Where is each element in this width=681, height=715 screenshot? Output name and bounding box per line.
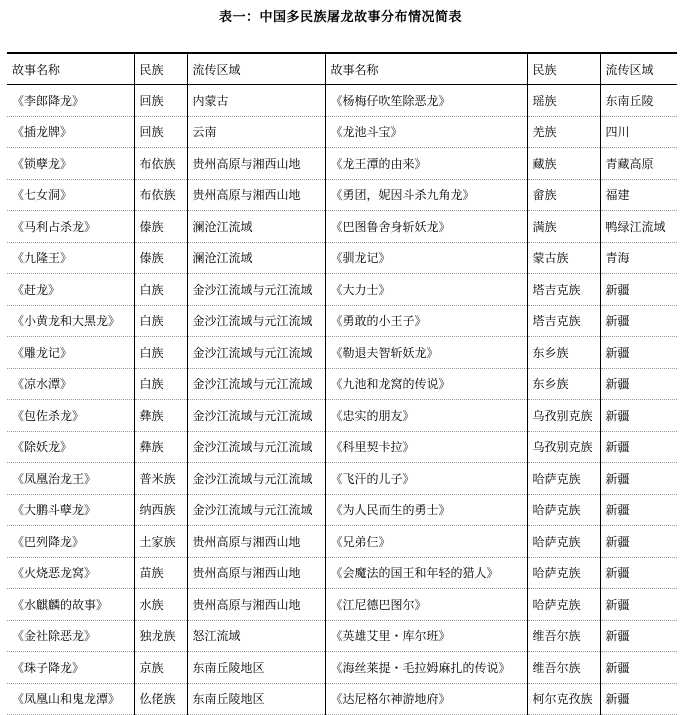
column-header-ethnicity: 民族 — [134, 53, 187, 85]
region-cell: 怒江流域 — [187, 620, 325, 652]
story-name-cell: 《大鹏斗孽龙》 — [7, 494, 134, 526]
story-name-cell: 《勒退夫智斩妖龙》 — [325, 337, 527, 369]
ethnicity-cell: 羌族 — [527, 116, 600, 148]
story-name-cell: 《珠子降龙》 — [7, 652, 134, 684]
region-cell: 新疆 — [600, 526, 677, 558]
ethnicity-cell: 仫佬族 — [134, 683, 187, 715]
ethnicity-cell: 京族 — [134, 652, 187, 684]
table-row — [7, 337, 677, 369]
story-name-cell: 《火烧恶龙窝》 — [7, 557, 134, 589]
story-name-cell: 《插龙牌》 — [7, 116, 134, 148]
table-row — [7, 526, 677, 558]
table-row — [7, 211, 677, 243]
ethnicity-cell: 布依族 — [134, 179, 187, 211]
ethnicity-cell: 维吾尔族 — [527, 652, 600, 684]
story-name-cell: 《金社除恶龙》 — [7, 620, 134, 652]
ethnicity-cell: 乌孜别克族 — [527, 400, 600, 432]
story-distribution-table — [7, 52, 677, 715]
story-name-cell: 《达尼格尔神游地府》 — [325, 683, 527, 715]
table-row — [7, 368, 677, 400]
region-cell: 贵州高原与湘西山地 — [187, 148, 325, 180]
ethnicity-cell: 白族 — [134, 337, 187, 369]
story-name-cell: 《锁孽龙》 — [7, 148, 134, 180]
region-cell: 贵州高原与湘西山地 — [187, 589, 325, 621]
ethnicity-cell: 东乡族 — [527, 337, 600, 369]
story-name-cell: 《飞汗的儿子》 — [325, 463, 527, 495]
region-cell: 贵州高原与湘西山地 — [187, 557, 325, 589]
region-cell: 新疆 — [600, 400, 677, 432]
story-name-cell: 《七女洞》 — [7, 179, 134, 211]
ethnicity-cell: 塔吉克族 — [527, 305, 600, 337]
ethnicity-cell: 哈萨克族 — [527, 463, 600, 495]
story-name-cell: 《九池和龙窝的传说》 — [325, 368, 527, 400]
region-cell: 金沙江流域与元江流域 — [187, 337, 325, 369]
story-name-cell: 《忠实的朋友》 — [325, 400, 527, 432]
story-name-cell: 《会魔法的国王和年轻的猎人》 — [325, 557, 527, 589]
ethnicity-cell: 回族 — [134, 85, 187, 117]
region-cell: 金沙江流域与元江流域 — [187, 463, 325, 495]
ethnicity-cell: 白族 — [134, 368, 187, 400]
region-cell: 新疆 — [600, 589, 677, 621]
table-row — [7, 494, 677, 526]
region-cell: 金沙江流域与元江流域 — [187, 274, 325, 306]
ethnicity-cell: 布依族 — [134, 148, 187, 180]
table-row — [7, 242, 677, 274]
column-header-story-name: 故事名称 — [7, 53, 134, 85]
region-cell: 四川 — [600, 116, 677, 148]
story-name-cell: 《包佐杀龙》 — [7, 400, 134, 432]
region-cell: 新疆 — [600, 337, 677, 369]
region-cell: 新疆 — [600, 494, 677, 526]
ethnicity-cell: 满族 — [527, 211, 600, 243]
ethnicity-cell: 独龙族 — [134, 620, 187, 652]
ethnicity-cell: 维吾尔族 — [527, 620, 600, 652]
story-name-cell: 《小黄龙和大黑龙》 — [7, 305, 134, 337]
region-cell: 内蒙古 — [187, 85, 325, 117]
region-cell: 新疆 — [600, 368, 677, 400]
region-cell: 新疆 — [600, 652, 677, 684]
story-name-cell: 《杨梅仔吹笙除恶龙》 — [325, 85, 527, 117]
ethnicity-cell: 纳西族 — [134, 494, 187, 526]
story-name-cell: 《赶龙》 — [7, 274, 134, 306]
column-header-ethnicity: 民族 — [527, 53, 600, 85]
ethnicity-cell: 柯尔克孜族 — [527, 683, 600, 715]
region-cell: 新疆 — [600, 463, 677, 495]
story-name-cell: 《勇团，妮因斗杀九角龙》 — [325, 179, 527, 211]
region-cell: 贵州高原与湘西山地 — [187, 179, 325, 211]
story-name-cell: 《兄弟仨》 — [325, 526, 527, 558]
ethnicity-cell: 傣族 — [134, 242, 187, 274]
ethnicity-cell: 畲族 — [527, 179, 600, 211]
story-name-cell: 《除妖龙》 — [7, 431, 134, 463]
ethnicity-cell: 瑶族 — [527, 85, 600, 117]
story-name-cell: 《勇敢的小王子》 — [325, 305, 527, 337]
ethnicity-cell: 普米族 — [134, 463, 187, 495]
ethnicity-cell: 水族 — [134, 589, 187, 621]
region-cell: 新疆 — [600, 431, 677, 463]
ethnicity-cell: 苗族 — [134, 557, 187, 589]
region-cell: 青藏高原 — [600, 148, 677, 180]
story-name-cell: 《龙池斗宝》 — [325, 116, 527, 148]
region-cell: 新疆 — [600, 557, 677, 589]
story-name-cell: 《英雄艾里・库尔班》 — [325, 620, 527, 652]
ethnicity-cell: 塔吉克族 — [527, 274, 600, 306]
table-row — [7, 652, 677, 684]
region-cell: 金沙江流域与元江流域 — [187, 431, 325, 463]
region-cell: 贵州高原与湘西山地 — [187, 526, 325, 558]
table-row — [7, 683, 677, 715]
ethnicity-cell: 哈萨克族 — [527, 589, 600, 621]
story-name-cell: 《马利占杀龙》 — [7, 211, 134, 243]
ethnicity-cell: 傣族 — [134, 211, 187, 243]
region-cell: 新疆 — [600, 274, 677, 306]
story-name-cell: 《大力士》 — [325, 274, 527, 306]
story-name-cell: 《巴列降龙》 — [7, 526, 134, 558]
column-header-region: 流传区域 — [187, 53, 325, 85]
story-name-cell: 《李郎降龙》 — [7, 85, 134, 117]
story-name-cell: 《凉水潭》 — [7, 368, 134, 400]
column-header-region: 流传区域 — [600, 53, 677, 85]
region-cell: 金沙江流域与元江流域 — [187, 400, 325, 432]
region-cell: 福建 — [600, 179, 677, 211]
region-cell: 澜沧江流域 — [187, 211, 325, 243]
region-cell: 金沙江流域与元江流域 — [187, 368, 325, 400]
table-row — [7, 557, 677, 589]
table-header-row — [7, 53, 677, 85]
ethnicity-cell: 哈萨克族 — [527, 526, 600, 558]
region-cell: 青海 — [600, 242, 677, 274]
region-cell: 金沙江流域与元江流域 — [187, 494, 325, 526]
table-row — [7, 400, 677, 432]
region-cell: 东南丘陵地区 — [187, 683, 325, 715]
ethnicity-cell: 回族 — [134, 116, 187, 148]
table-row — [7, 85, 677, 117]
story-name-cell: 《龙王潭的由来》 — [325, 148, 527, 180]
region-cell: 澜沧江流域 — [187, 242, 325, 274]
story-name-cell: 《海丝莱提・毛拉姆麻扎的传说》 — [325, 652, 527, 684]
ethnicity-cell: 乌孜别克族 — [527, 431, 600, 463]
table-row — [7, 148, 677, 180]
story-name-cell: 《江尼德巴图尔》 — [325, 589, 527, 621]
story-name-cell: 《巴图鲁舍身斩妖龙》 — [325, 211, 527, 243]
table-row — [7, 620, 677, 652]
ethnicity-cell: 彝族 — [134, 400, 187, 432]
region-cell: 鸭绿江流域 — [600, 211, 677, 243]
ethnicity-cell: 哈萨克族 — [527, 557, 600, 589]
ethnicity-cell: 白族 — [134, 305, 187, 337]
table-row — [7, 463, 677, 495]
story-name-cell: 《驯龙记》 — [325, 242, 527, 274]
region-cell: 新疆 — [600, 305, 677, 337]
story-name-cell: 《凤凰治龙王》 — [7, 463, 134, 495]
table-row — [7, 431, 677, 463]
region-cell: 新疆 — [600, 620, 677, 652]
region-cell: 金沙江流域与元江流域 — [187, 305, 325, 337]
region-cell: 新疆 — [600, 683, 677, 715]
region-cell: 云南 — [187, 116, 325, 148]
ethnicity-cell: 彝族 — [134, 431, 187, 463]
table-row — [7, 179, 677, 211]
table-body — [7, 85, 677, 715]
story-name-cell: 《雕龙记》 — [7, 337, 134, 369]
ethnicity-cell: 东乡族 — [527, 368, 600, 400]
region-cell: 东南丘陵地区 — [187, 652, 325, 684]
table-row — [7, 116, 677, 148]
story-name-cell: 《凤凰山和鬼龙潭》 — [7, 683, 134, 715]
ethnicity-cell: 哈萨克族 — [527, 494, 600, 526]
ethnicity-cell: 蒙古族 — [527, 242, 600, 274]
region-cell: 东南丘陵 — [600, 85, 677, 117]
column-header-story-name: 故事名称 — [325, 53, 527, 85]
ethnicity-cell: 土家族 — [134, 526, 187, 558]
story-name-cell: 《九隆王》 — [7, 242, 134, 274]
table-title: 表一：中国多民族屠龙故事分布情况简表 — [218, 10, 462, 25]
table-row — [7, 589, 677, 621]
story-name-cell: 《为人民而生的勇士》 — [325, 494, 527, 526]
table-row — [7, 274, 677, 306]
story-name-cell: 《科里契卡拉》 — [325, 431, 527, 463]
table-row — [7, 305, 677, 337]
ethnicity-cell: 白族 — [134, 274, 187, 306]
ethnicity-cell: 藏族 — [527, 148, 600, 180]
story-name-cell: 《水麒麟的故事》 — [7, 589, 134, 621]
